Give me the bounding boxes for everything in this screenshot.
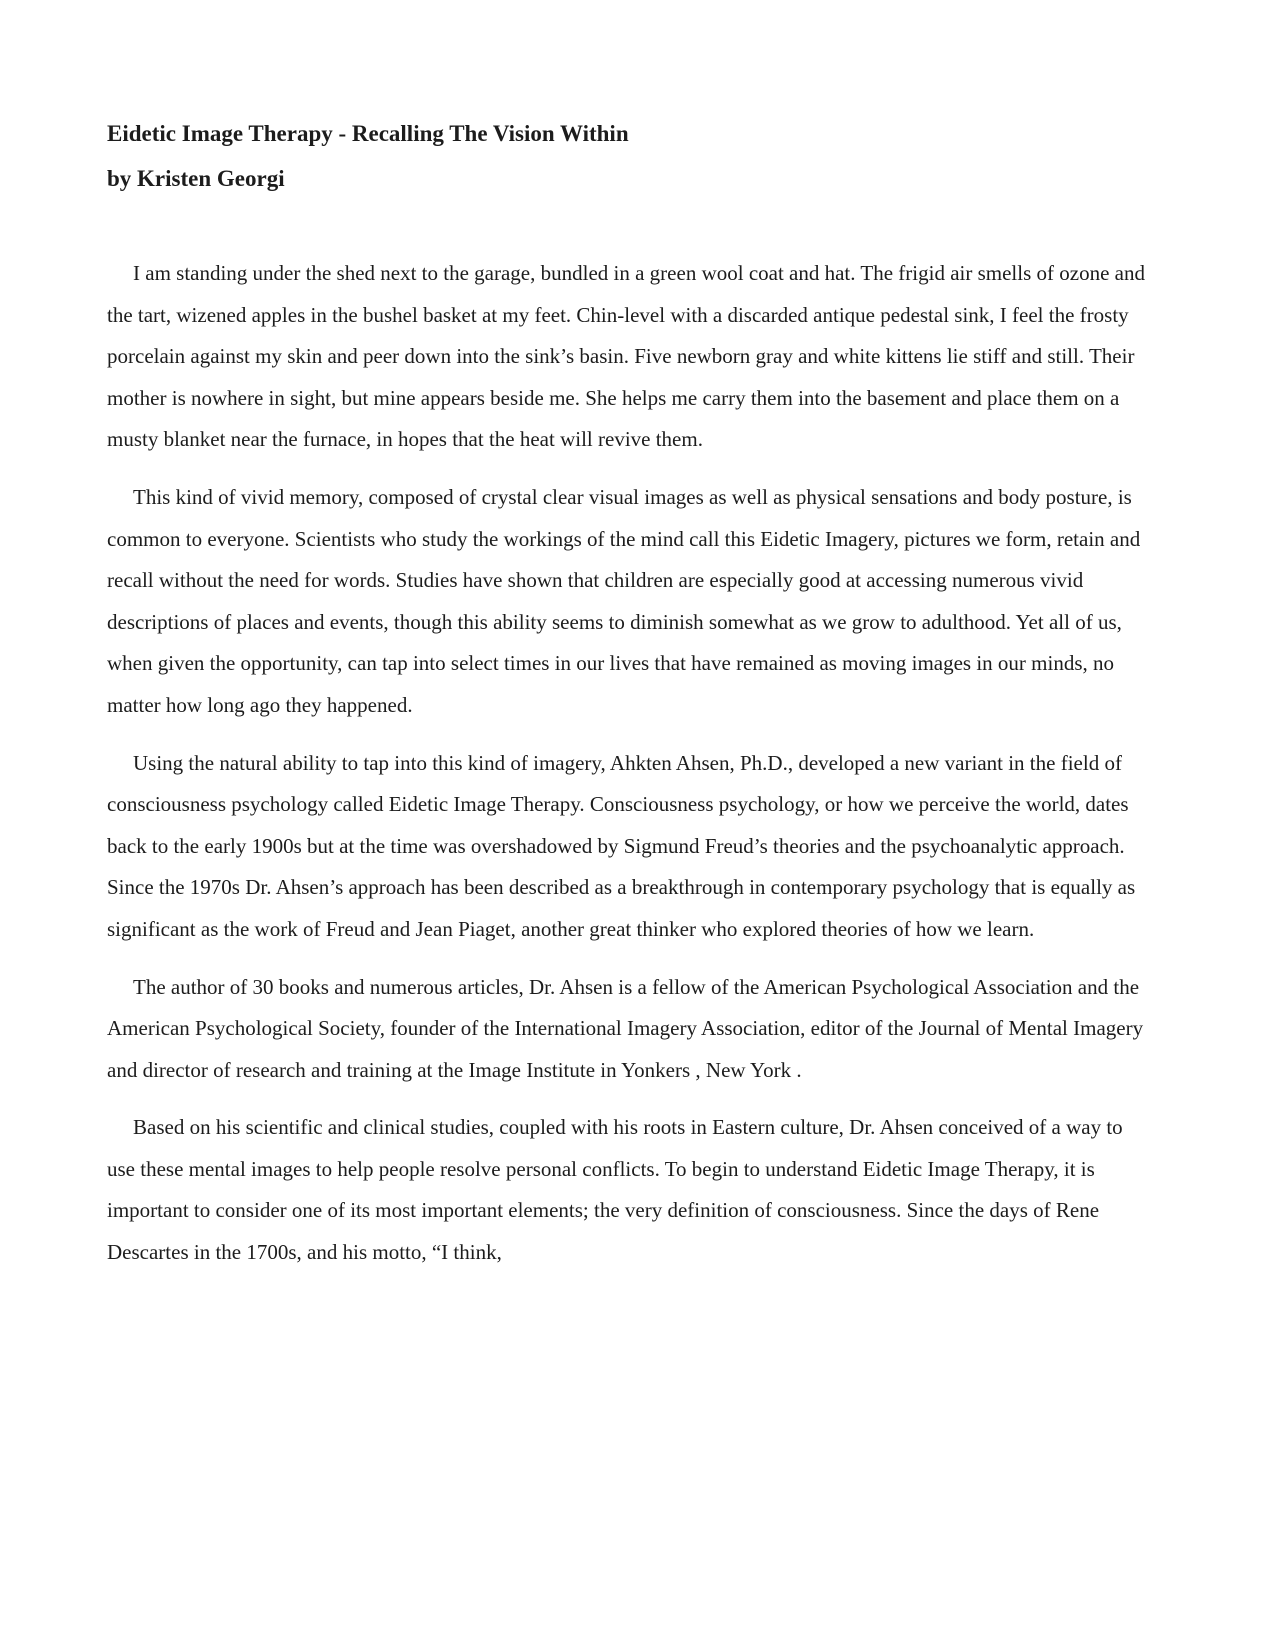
paragraph-1: I am standing under the shed next to the garage, bundled in a green wool coat and hat. The frigid air smells of ozone and the tart, wizened apples in the bushel basket at my feet. Chin-level with a discarded antique pedestal sink, I feel the frosty porcelain against my skin and peer down into the sink’s basin. Five newborn gray and white kittens lie stiff and still. Their mother is nowhere in sight, but mine appears beside me. She helps me carry them into the basement and place them on a musty blanket near the furnace, in hopes that the heat will revive them.: [107, 261, 1145, 452]
document-header: [107, 111, 1153, 201]
document-content: [107, 111, 1153, 1290]
page-title: Eidetic Image Therapy - Recalling The Vision Within: [107, 121, 629, 146]
paragraph-2: This kind of vivid memory, composed of crystal clear visual images as well as physical sensations and body posture, is common to everyone. Scientists who study the workings of the mind call this Eidetic Imagery, pictures we form, retain and recall without the need for words. Studies have shown that children are especially good at accessing numerous vivid descriptions of places and events, though this ability seems to diminish somewhat as we grow to adulthood. Yet all of us, when given the opportunity, can tap into select times in our lives that have remained as moving images in our minds, no matter how long ago they happened.: [107, 484, 1141, 717]
paragraph-5: Based on his scientific and clinical studies, coupled with his roots in Eastern culture, Dr. Ahsen conceived of a way to use these mental images to help people resolve personal conflicts. To begin to understand Eidetic Image Therapy, it is important to consider one of its most important elements; the very definition of consciousness. Since the days of Rene Descartes in the 1700s, and his motto, “I think,: [107, 1115, 1123, 1265]
paragraph-4: The author of 30 books and numerous articles, Dr. Ahsen is a fellow of the American Psychological Association and the American Psychological Society, founder of the International Imagery Association, editor of the Journal of Mental Imagery and director of research and training at the Image Institute in Yonkers , New York .: [107, 974, 1144, 1082]
byline: by Kristen Georgi: [107, 166, 285, 191]
document-body: [107, 253, 1153, 1274]
paragraph-3: Using the natural ability to tap into this kind of imagery, Ahkten Ahsen, Ph.D., developed a new variant in the field of consciousness psychology called Eidetic Image Therapy. Consciousness psychology, or how we perceive the world, dates back to the early 1900s but at the time was overshadowed by Sigmund Freud’s theories and the psychoanalytic approach. Since the 1970s Dr. Ahsen’s approach has been described as a breakthrough in contemporary psychology that is equally as significant as the work of Freud and Jean Piaget, another great thinker who explored theories of how we learn.: [107, 750, 1136, 941]
